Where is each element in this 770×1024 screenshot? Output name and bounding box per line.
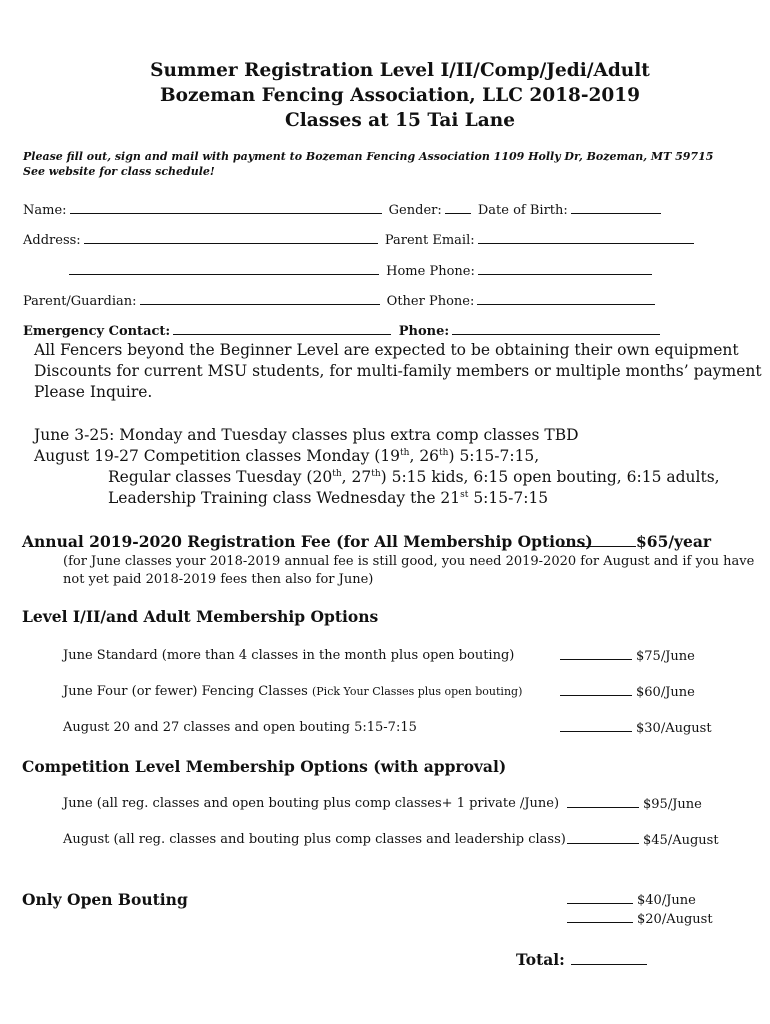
name-row [23,202,664,218]
address-row [23,232,697,248]
competition-options-heading: Competition Level Membership Options (with approval) [22,757,507,776]
comp-august-price-row [567,832,719,848]
guardian-row [23,293,658,309]
name-field[interactable] [70,202,382,214]
total-row [516,950,650,969]
name-label: Name: [23,203,67,218]
organization-title: Bozeman Fencing Association, LLC 2018-2019 [159,85,641,106]
gender-field[interactable] [445,202,471,214]
august-price-row [560,720,712,736]
page-title: Summer Registration Level I/II/Comp/Jedi/Adult [150,60,650,81]
open-bouting-heading: Only Open Bouting [22,890,188,909]
parent-email-label: Parent Email: [384,233,475,248]
phone-label: Phone: [398,324,450,339]
comp-june-option: June (all reg. classes and open bouting plus comp classes+ 1 private /June) [63,796,560,811]
comp-august-price: $45/August [643,833,719,848]
august-price: $30/August [636,721,712,736]
annual-fee-field[interactable] [560,535,636,547]
emergency-phone-field[interactable] [452,323,660,335]
discounts-note: Discounts for current MSU students, for multi-family members or multiple months’ payment [34,362,762,380]
address-line2-field[interactable] [69,263,379,275]
bouting-august-price-row [567,911,713,927]
equipment-note: All Fencers beyond the Beginner Level are expected to be obtaining their own equipment [34,341,739,359]
location-title: Classes at 15 Tai Lane [284,110,516,131]
bouting-june-field[interactable] [567,892,633,904]
address-field[interactable] [84,232,378,244]
august-option: August 20 and 27 classes and open bouting 5:15-7:15 [63,720,417,735]
level-options-heading: Level I/II/and Adult Membership Options [22,607,379,626]
emergency-label: Emergency Contact: [23,324,171,339]
dob-label: Date of Birth: [477,203,568,218]
comp-june-price-row [567,796,702,812]
address-label: Address: [23,233,81,248]
emergency-row [23,323,663,339]
june-standard-price-row [560,648,695,664]
bouting-june-price-row [567,892,696,908]
emergency-field[interactable] [173,323,391,335]
annual-fee-label: Annual 2019-2020 Registration Fee (for All Membership Options) [22,532,593,551]
guardian-field[interactable] [140,293,380,305]
comp-august-field[interactable] [567,832,639,844]
annual-fee-price: $65/year [636,532,712,551]
parent-email-field[interactable] [478,232,694,244]
june-four-field[interactable] [560,684,632,696]
annual-fee-price-row [560,532,711,551]
bouting-june-price: $40/June [637,893,696,908]
other-phone-field[interactable] [477,293,655,305]
home-phone-field[interactable] [478,263,652,275]
annual-fee-note-2: not yet paid 2018-2019 fees then also for June) [63,572,374,587]
june-four-price-row [560,684,695,700]
gender-label: Gender: [388,203,442,218]
annual-fee-note-1: (for June classes your 2018-2019 annual fee is still good, you need 2019-2020 for August and if you have [63,554,755,569]
comp-june-price: $95/June [643,797,702,812]
comp-june-field[interactable] [567,796,639,808]
total-field[interactable] [571,953,647,965]
june-four-option: June Four (or fewer) Fencing Classes (Pick Your Classes plus open bouting) [63,684,523,699]
june-standard-option: June Standard (more than 4 classes in the month plus open bouting) [63,648,515,663]
guardian-label: Parent/Guardian: [23,294,137,309]
mail-instructions: Please fill out, sign and mail with payment to Bozeman Fencing Association 1109 Holly Dr, Bozeman, MT 59715 [23,150,714,163]
regular-classes-schedule: Regular classes Tuesday (20th, 27th) 5:15 kids, 6:15 open bouting, 6:15 adults, [108,468,720,486]
total-label: Total: [516,950,565,969]
comp-august-option: August (all reg. classes and bouting plus comp classes and leadership class) [63,832,566,847]
annual-fee-row [22,532,593,551]
leadership-schedule: Leadership Training class Wednesday the 21st 5:15-7:15 [108,489,549,507]
other-phone-label: Other Phone: [386,294,475,309]
home-phone-label: Home Phone: [386,264,475,279]
dob-field[interactable] [571,202,661,214]
june-four-price: $60/June [636,685,695,700]
inquire-note: Please Inquire. [34,383,153,401]
june-schedule: June 3-25: Monday and Tuesday classes plus extra comp classes TBD [34,426,579,444]
june-standard-field[interactable] [560,648,632,660]
bouting-august-price: $20/August [637,912,713,927]
august-comp-schedule: August 19-27 Competition classes Monday (19th, 26th) 5:15-7:15, [34,447,540,465]
home-phone-row [66,263,655,279]
website-note: See website for class schedule! [23,165,215,178]
june-standard-price: $75/June [636,649,695,664]
august-field[interactable] [560,720,632,732]
bouting-august-field[interactable] [567,911,633,923]
